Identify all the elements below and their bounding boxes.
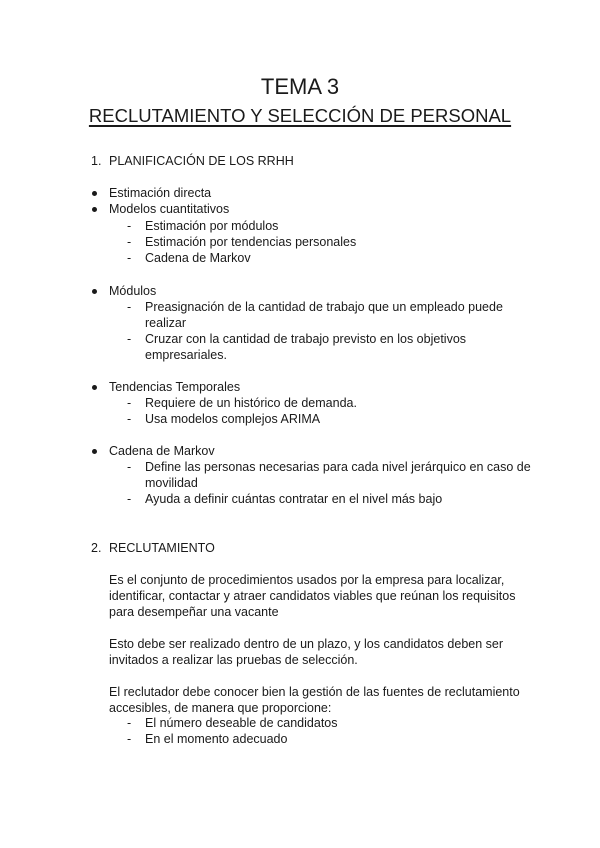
dash-marker: - [127,219,132,233]
sub-list-item: Preasignación de la cantidad de trabajo que un empleado puede [145,300,503,314]
paragraph-line: para desempeñar una vacante [109,605,279,619]
dash-marker: - [127,396,132,410]
sub-list-item: Requiere de un histórico de demanda. [145,396,357,410]
sub-list-item-continuation: empresariales. [145,348,227,362]
list-item: Módulos [109,284,157,298]
page-subtitle: RECLUTAMIENTO Y SELECCIÓN DE PERSONAL [88,105,512,126]
dash-marker: - [127,716,132,730]
dash-marker: - [127,460,132,474]
dash-marker: - [127,300,132,314]
bullet-dot [92,385,97,390]
sub-list-item: Estimación por módulos [145,219,279,233]
bullet-dot [92,191,97,196]
sub-list-item-continuation: realizar [145,316,186,330]
sub-list-item: Ayuda a definir cuántas contratar en el nivel más bajo [145,492,443,506]
dash-marker: - [127,492,132,506]
sub-list-item-continuation: movilidad [145,476,198,490]
bullet-dot [92,449,97,454]
paragraph-line: accesibles, de manera que proporcione: [109,701,332,715]
list-item: Tendencias Temporales [109,380,241,394]
sub-list-item: El número deseable de candidatos [145,716,338,730]
sub-list-item: Define las personas necesarias para cada nivel jerárquico en caso de [145,460,531,474]
dash-marker: - [127,251,132,265]
section-1-heading: PLANIFICACIÓN DE LOS RRHH [109,154,294,168]
page-title: TEMA 3 [260,74,340,99]
sub-list-item: Cadena de Markov [145,251,251,265]
list-item: Modelos cuantitativos [109,202,230,216]
dash-marker: - [127,412,132,426]
paragraph-line: invitados a realizar las pruebas de selección. [109,653,358,667]
paragraph-line: Es el conjunto de procedimientos usados por la empresa para localizar, [109,573,505,587]
bullet-dot [92,207,97,212]
paragraph-line: El reclutador debe conocer bien la gestión de las fuentes de reclutamiento [109,685,520,699]
bullet-dot [92,289,97,294]
sub-list-item: Cruzar con la cantidad de trabajo previsto en los objetivos [145,332,467,346]
dash-marker: - [127,332,132,346]
sub-list-item: Estimación por tendencias personales [145,235,357,249]
dash-marker: - [127,732,132,746]
list-item: Estimación directa [109,186,212,200]
paragraph-line: identificar, contactar y atraer candidatos viables que reúnan los requisitos [109,589,516,603]
section-1-number: 1. [91,154,102,168]
dash-marker: - [127,235,132,249]
section-2-heading: RECLUTAMIENTO [109,541,215,555]
paragraph-line: Esto debe ser realizado dentro de un plazo, y los candidatos deben ser [109,637,504,651]
section-2-number: 2. [91,541,102,555]
sub-list-item: En el momento adecuado [145,732,288,746]
sub-list-item: Usa modelos complejos ARIMA [145,412,321,426]
list-item: Cadena de Markov [109,444,215,458]
